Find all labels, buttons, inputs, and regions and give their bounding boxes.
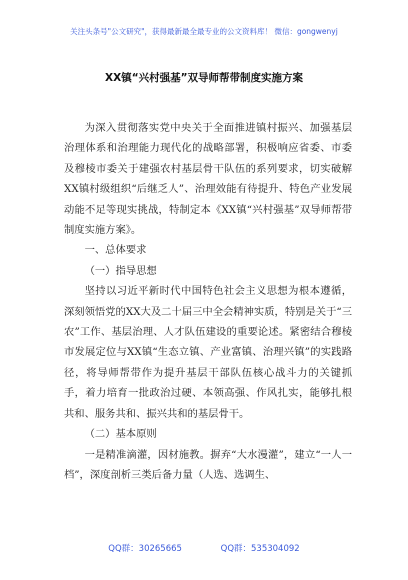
subsection-heading-principles: （二）基本原则 xyxy=(84,428,157,441)
document-title: XX镇“兴村强基”双导师帮带制度实施方案 xyxy=(105,72,303,84)
qq-group-1: QQ群：30265665 xyxy=(108,544,182,554)
qq-group-2: QQ群：535304092 xyxy=(220,544,300,554)
intro-paragraph: 为深入贯彻落实党中央关于全面推进镇村振兴、加强基层治理体系和治理能力现代化的战略部署，积极响应省委、市委及穆棱市委关于建强农村基层骨干队伍的系列要求，切实破解XX镇村级组织“后继乏人”、治理效能有待提升、特色产业发展动能不足等现实挑战，特制定本《XX镇“兴村强基”双导师帮带制度实施方案》。 xyxy=(64,122,352,237)
principle-paragraph: 一是精准滴灌，因材施教。摒弃“大水漫灌”，建立“一人一档”，深度剖析三类后备力量（人选、选调生、 xyxy=(64,448,352,481)
document-body xyxy=(64,118,352,485)
section-heading: 一、总体要求 xyxy=(84,244,147,257)
footer-qq-groups xyxy=(0,542,408,554)
header-note: 关注头条号"公文研究"，获得最新最全最专业的公文资料库！ 微信：gongwenyj xyxy=(70,27,338,36)
guiding-paragraph: 坚持以习近平新时代中国特色社会主义思想为根本遵循，深刻领悟党的XX大及二十届三中全会精神实质，特别是关于“三农”工作、基层治理、人才队伍建设的重要论述。紧密结合穆棱市发展定位与XX镇“生态立镇、产业富镇、治理兴镇”的实践路径，将导师帮带作为提升基层干部队伍核心战斗力的关键抓手，着力培育一批政治过硬、本领高强、作风扎实，能够扎根共和、服务共和、振兴共和的基层骨干。 xyxy=(64,285,352,420)
subsection-heading-guiding: （一）指导思想 xyxy=(84,264,157,277)
